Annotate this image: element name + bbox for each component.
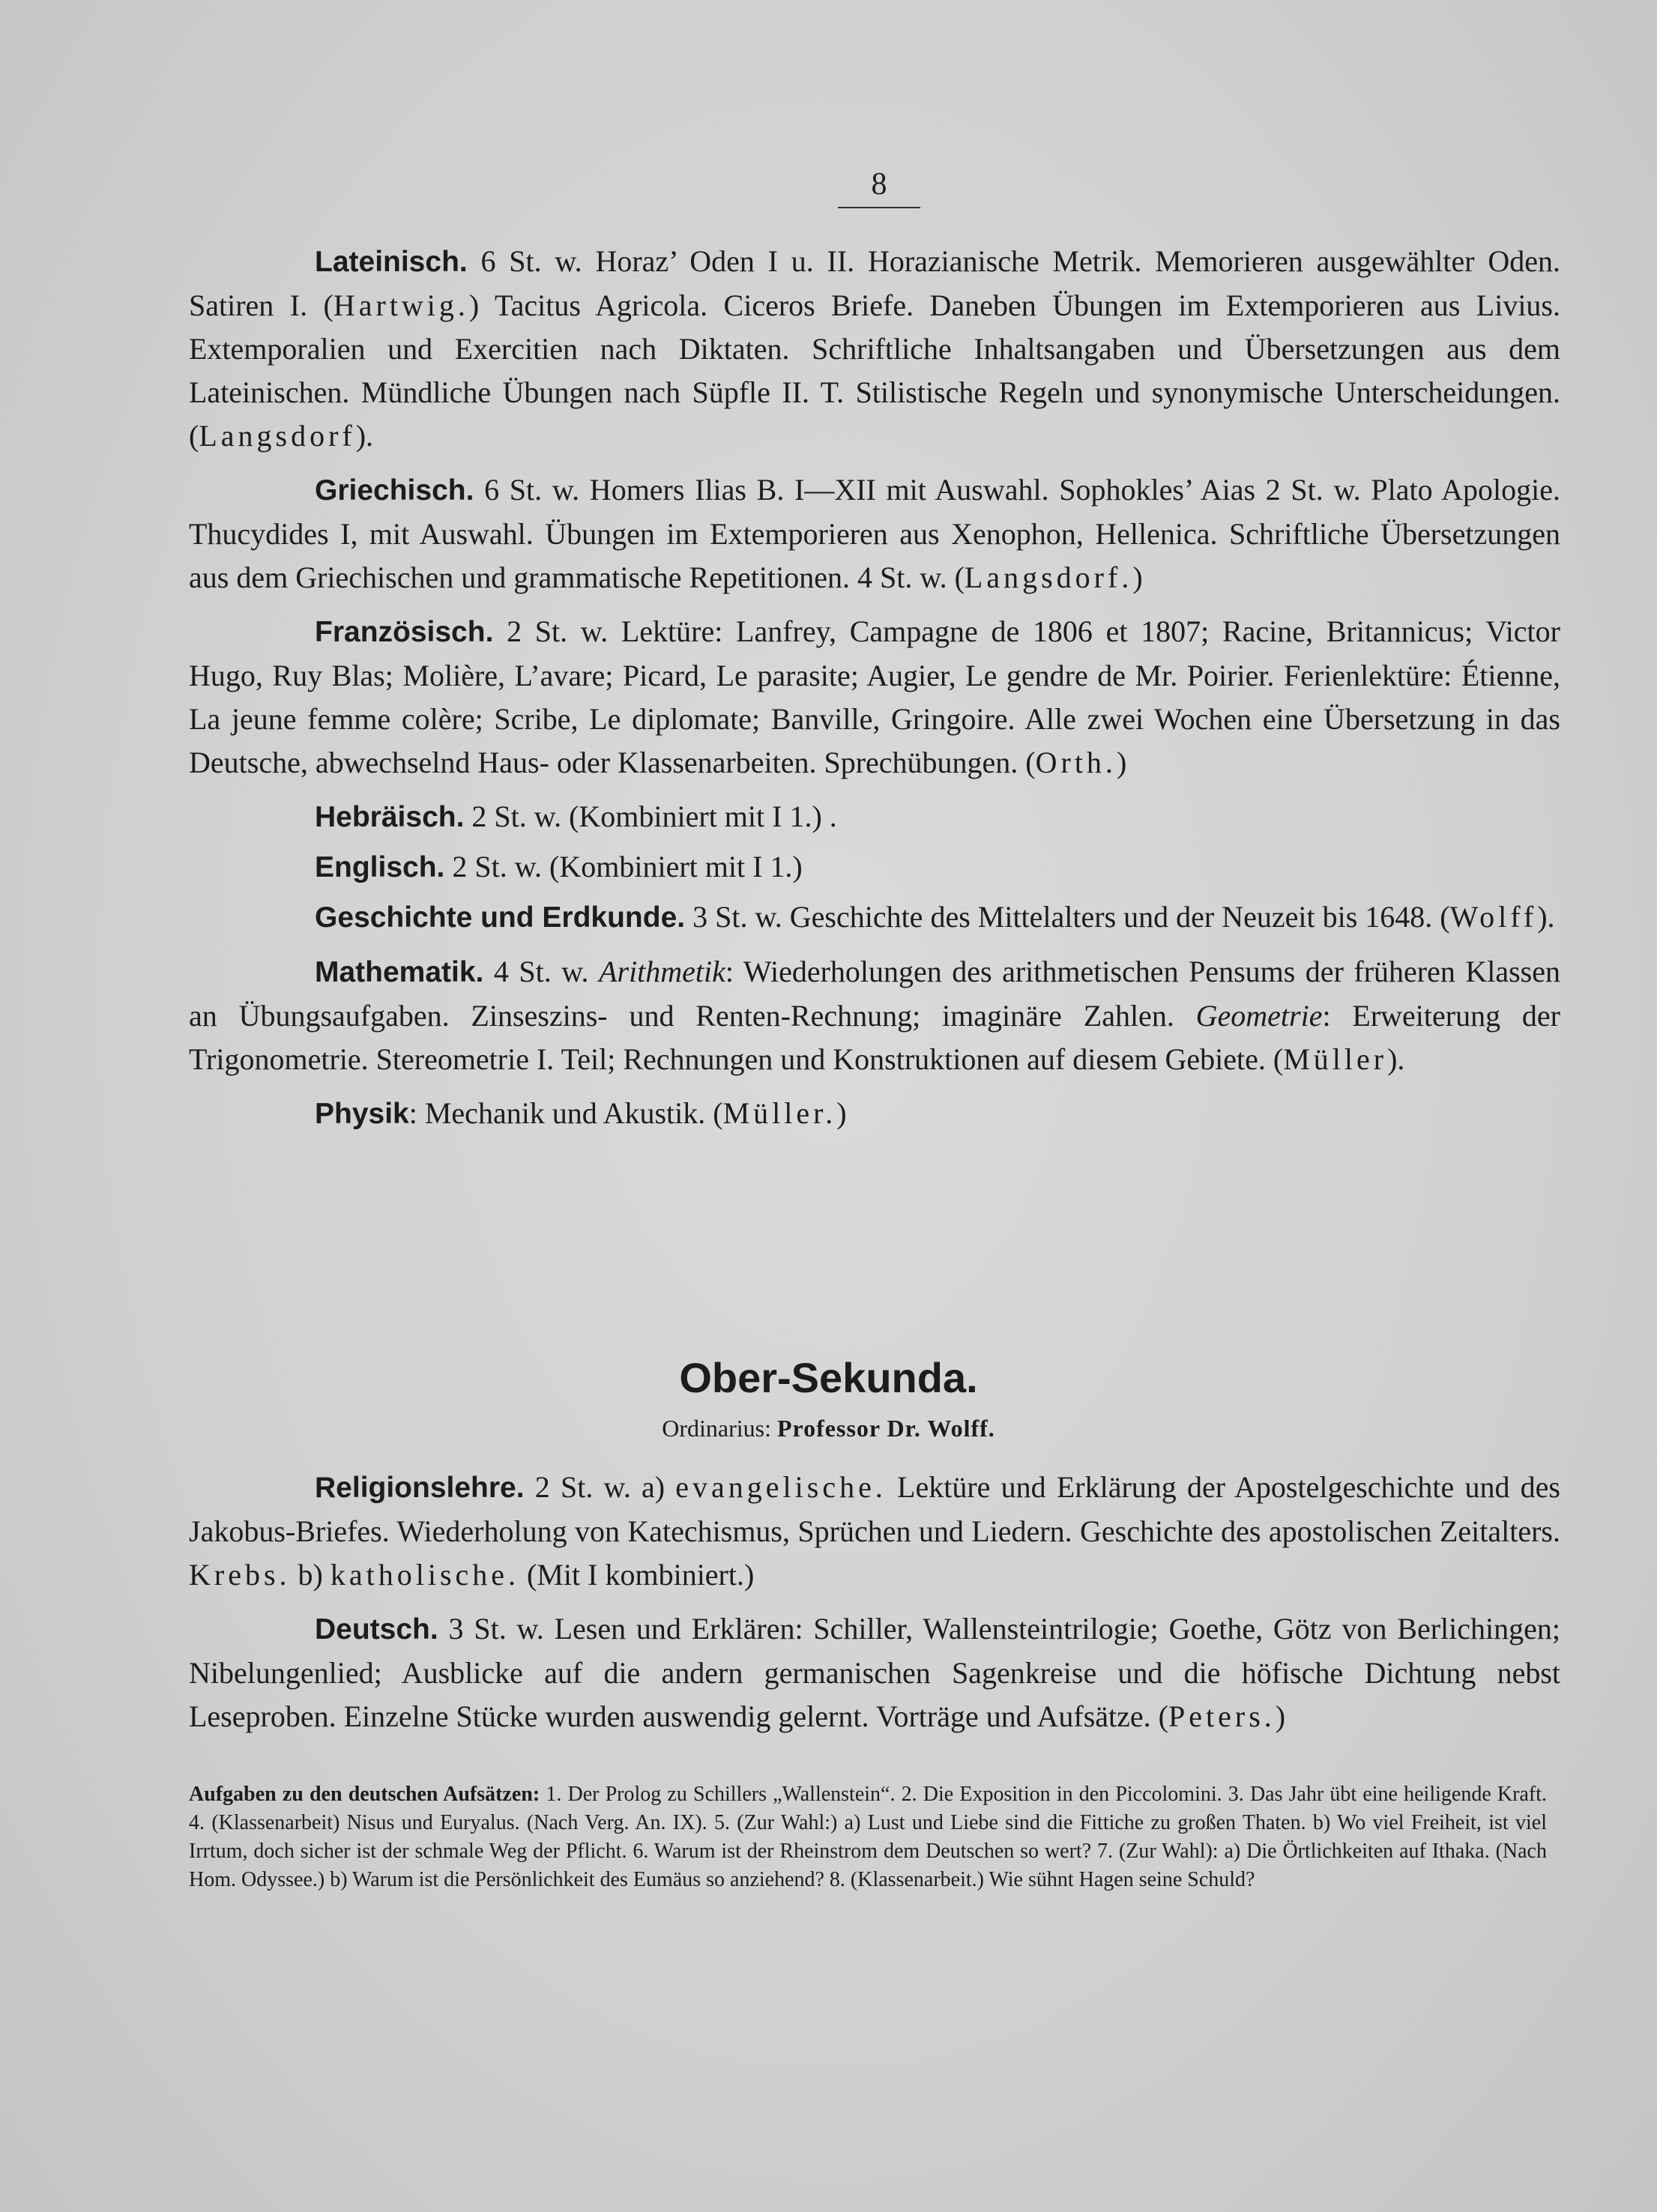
page-number: 8 [838, 166, 920, 208]
subject-heading: Hebräisch. [315, 801, 465, 833]
para-physik: Physik: Mechanik und Akustik. (Müller.) [315, 1096, 847, 1130]
para-latein: Lateinisch. 6 St. w. Horaz’ Oden I u. II. Horazianische Metrik. Memorieren ausgewählter Oden. Satiren I. (Hartwig.) Tacitus Agricola. Ciceros Briefe. Daneben Übungen im Extemporieren aus Livius. Extemporalien und Exercitien nach Diktaten. Schriftliche Inhaltsangaben und Übersetzungen aus dem Lateinischen. Mündliche Übungen nach Süpfle II. T. Stilistische Regeln und synonymische Unterscheidungen. (Langsdorf). [189, 244, 1561, 453]
teacher-name: Müller [1283, 1042, 1388, 1076]
essay-topics-heading: Aufgaben zu den deutschen Aufsätzen: [189, 1783, 540, 1806]
section-title: Ober-Sekunda. [679, 1354, 978, 1401]
subject-heading: Griechisch. [315, 474, 474, 507]
lower-body [189, 1466, 1560, 1749]
topic-italic: Arithmetik [599, 955, 725, 988]
teacher-name: Müller. [722, 1096, 837, 1130]
subject-heading: Mathematik. [315, 956, 484, 988]
teacher-name: Krebs. [189, 1558, 291, 1592]
essay-topics [189, 1780, 1547, 1894]
para-mathematik: Mathematik. 4 St. w. Arithmetik: Wiederholungen des arithmetischen Pensums der früheren Klassen an Übungsaufgaben. Zinseszins- und Renten-Rechnung; imaginäre Zahlen. Geometrie: Erweiterung der Trigonometrie. Stereometrie I. Teil; Rechnungen und Konstruktionen auf diesem Gebiete. (Müller). [189, 955, 1560, 1076]
subject-heading: Englisch. [315, 851, 445, 883]
subject-heading: Deutsch. [315, 1613, 438, 1646]
subject-heading: Französisch. [315, 616, 494, 648]
teacher-name: Langsdorf [199, 419, 356, 453]
teacher-name: Orth. [1035, 746, 1117, 779]
upper-body [189, 240, 1560, 1146]
teacher-name: Wolff [1449, 900, 1538, 934]
para-deutsch: Deutsch. 3 St. w. Lesen und Erklären: Schiller, Wallensteintrilogie; Goethe, Götz von Berlichingen; Nibelungenlied; Ausblicke auf die andern germanischen Sagenkreise und die höfische Dichtung nebst Leseproben. Einzelne Stücke wurden auswendig gelernt. Vorträge und Aufsätze. (Peters.) [189, 1612, 1560, 1733]
ordinarius-line: Ordinarius: Professor Dr. Wolff. [662, 1415, 995, 1442]
subject-heading: Geschichte und Erdkunde. [315, 901, 686, 934]
essay-topics-list: 1. Der Prolog zu Schillers „Wallenstein“. 2. Die Exposition in den Piccolomini. 3. Das Jahr übt eine heiligende Kraft. 4. (Klassenarbeit) Nisus und Euryalus. (Nach Verg. An. IX). 5. (Zur Wahl:) a) Lust und Liebe sind die Fittiche zu großen Thaten. b) Wo viel Freiheit, ist viel Irrtum, doch sicher ist der schmale Weg der Pflicht. 6. Warum ist der Rheinstrom dem Deutschen so wert? 7. (Zur Wahl): a) Die Örtlichkeiten auf Ithaka. (Nach Hom. Odyssee.) b) Warum ist die Persönlichkeit des Eumäus so anziehend? 8. (Klassenarbeit.) Wie sühnt Hagen seine Schuld? [189, 1783, 1547, 1891]
teacher-name: Peters. [1168, 1699, 1276, 1733]
subject-heading: Religionslehre. [315, 1472, 525, 1504]
topic-italic: Geometrie [1195, 999, 1323, 1033]
subject-heading: Lateinisch. [315, 246, 468, 278]
subject-heading: Physik [315, 1098, 409, 1130]
para-englisch: Englisch. 2 St. w. (Kombiniert mit I 1.) [315, 850, 803, 883]
para-religionslehre: Religionslehre. 2 St. w. a) evangelische. Lektüre und Erklärung der Apostelgeschichte und des Jakobus-Briefes. Wiederholung von Katechismus, Sprüchen und Liedern. Geschichte des apostolischen Zeitalters. Krebs. b) katholische. (Mit I kombiniert.) [189, 1470, 1560, 1592]
para-hebraeisch: Hebräisch. 2 St. w. (Kombiniert mit I 1.) . [315, 800, 837, 833]
spaced-term: evangelische. [675, 1470, 887, 1504]
teacher-name: Hartwig. [333, 288, 469, 322]
para-franzoesisch: Französisch. 2 St. w. Lektüre: Lanfrey, Campagne de 1806 et 1807; Racine, Britannicus; Victor Hugo, Ruy Blas; Molière, L’avare; Picard, Le parasite; Augier, Le gendre de Mr. Poirier. Ferienlektüre: Étienne, La jeune femme colère; Scribe, Le diplomate; Banville, Gringoire. Alle zwei Wochen eine Übersetzung in das Deutsche, abwechselnd Haus- oder Klassenarbeiten. Sprechübungen. (Orth.) [189, 614, 1560, 779]
para-griechisch: Griechisch. 6 St. w. Homers Ilias B. I—XII mit Auswahl. Sophokles’ Aias 2 St. w. Plato Apologie. Thucydides I, mit Auswahl. Übungen im Extemporieren aus Xenophon, Hellenica. Schriftliche Übersetzungen aus dem Griechischen und grammatische Repetitionen. 4 St. w. (Langsdorf.) [189, 473, 1560, 594]
ordinarius-name: Professor Dr. Wolff. [776, 1415, 995, 1442]
para-geschichte: Geschichte und Erdkunde. 3 St. w. Geschichte des Mittelalters und der Neuzeit bis 1648. (Wolff). [315, 900, 1555, 934]
teacher-name: Langsdorf. [964, 560, 1133, 594]
spaced-term: katholische. [330, 1558, 520, 1592]
